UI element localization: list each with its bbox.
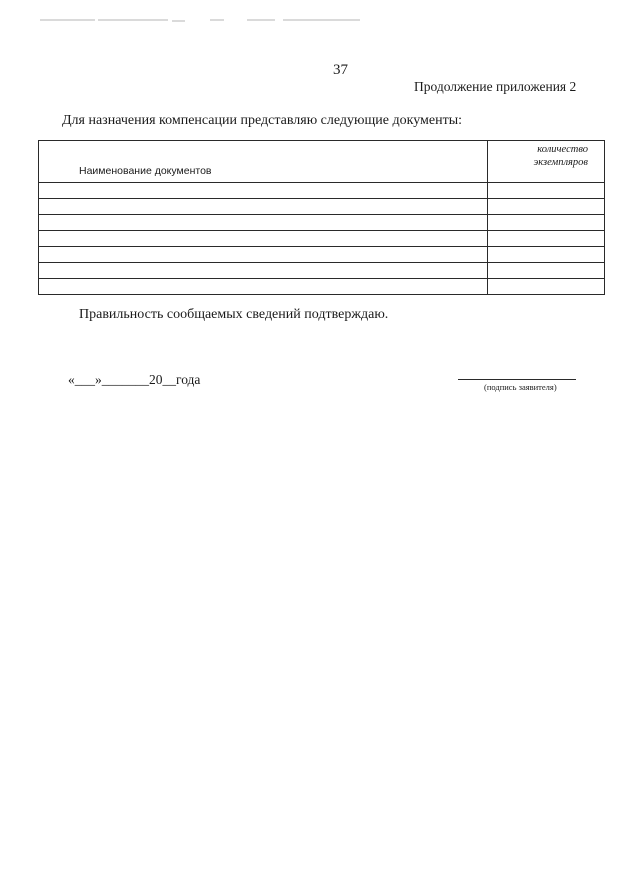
table-row bbox=[39, 215, 605, 231]
document-name-cell[interactable] bbox=[39, 183, 488, 199]
table-row bbox=[39, 263, 605, 279]
signature-line[interactable] bbox=[458, 379, 576, 380]
document-name-cell[interactable] bbox=[39, 215, 488, 231]
table-row bbox=[39, 279, 605, 295]
documents-table bbox=[38, 140, 605, 295]
copies-count-cell[interactable] bbox=[488, 199, 605, 215]
table-row bbox=[39, 199, 605, 215]
signature-caption: (подпись заявителя) bbox=[484, 382, 557, 392]
scan-artifact-marks bbox=[0, 0, 640, 40]
document-name-cell[interactable] bbox=[39, 279, 488, 295]
column-header-document-name: Наименование документов bbox=[39, 141, 488, 183]
page-number: 37 bbox=[333, 62, 348, 78]
copies-count-cell[interactable] bbox=[488, 279, 605, 295]
date-field[interactable]: «___»_______20__года bbox=[68, 372, 201, 387]
copies-count-cell[interactable] bbox=[488, 183, 605, 199]
table-header-row bbox=[39, 141, 605, 183]
copies-count-cell[interactable] bbox=[488, 247, 605, 263]
column-header-copies-count bbox=[488, 141, 605, 183]
copies-count-cell[interactable] bbox=[488, 231, 605, 247]
copies-count-cell[interactable] bbox=[488, 215, 605, 231]
document-name-cell[interactable] bbox=[39, 199, 488, 215]
copies-count-cell[interactable] bbox=[488, 263, 605, 279]
appendix-continuation-note: Продолжение приложения 2 bbox=[414, 79, 577, 94]
documents-intro-text: Для назначения компенсации представляю следующие документы: bbox=[62, 113, 462, 128]
confirmation-statement: Правильность сообщаемых сведений подтверждаю. bbox=[79, 307, 389, 322]
table-row bbox=[39, 247, 605, 263]
table-row bbox=[39, 231, 605, 247]
copies-header-line-1: количество bbox=[537, 144, 588, 155]
copies-header-line-2: экземпляров bbox=[533, 157, 588, 168]
document-name-cell[interactable] bbox=[39, 263, 488, 279]
document-name-cell[interactable] bbox=[39, 231, 488, 247]
table-row bbox=[39, 183, 605, 199]
document-name-cell[interactable] bbox=[39, 247, 488, 263]
